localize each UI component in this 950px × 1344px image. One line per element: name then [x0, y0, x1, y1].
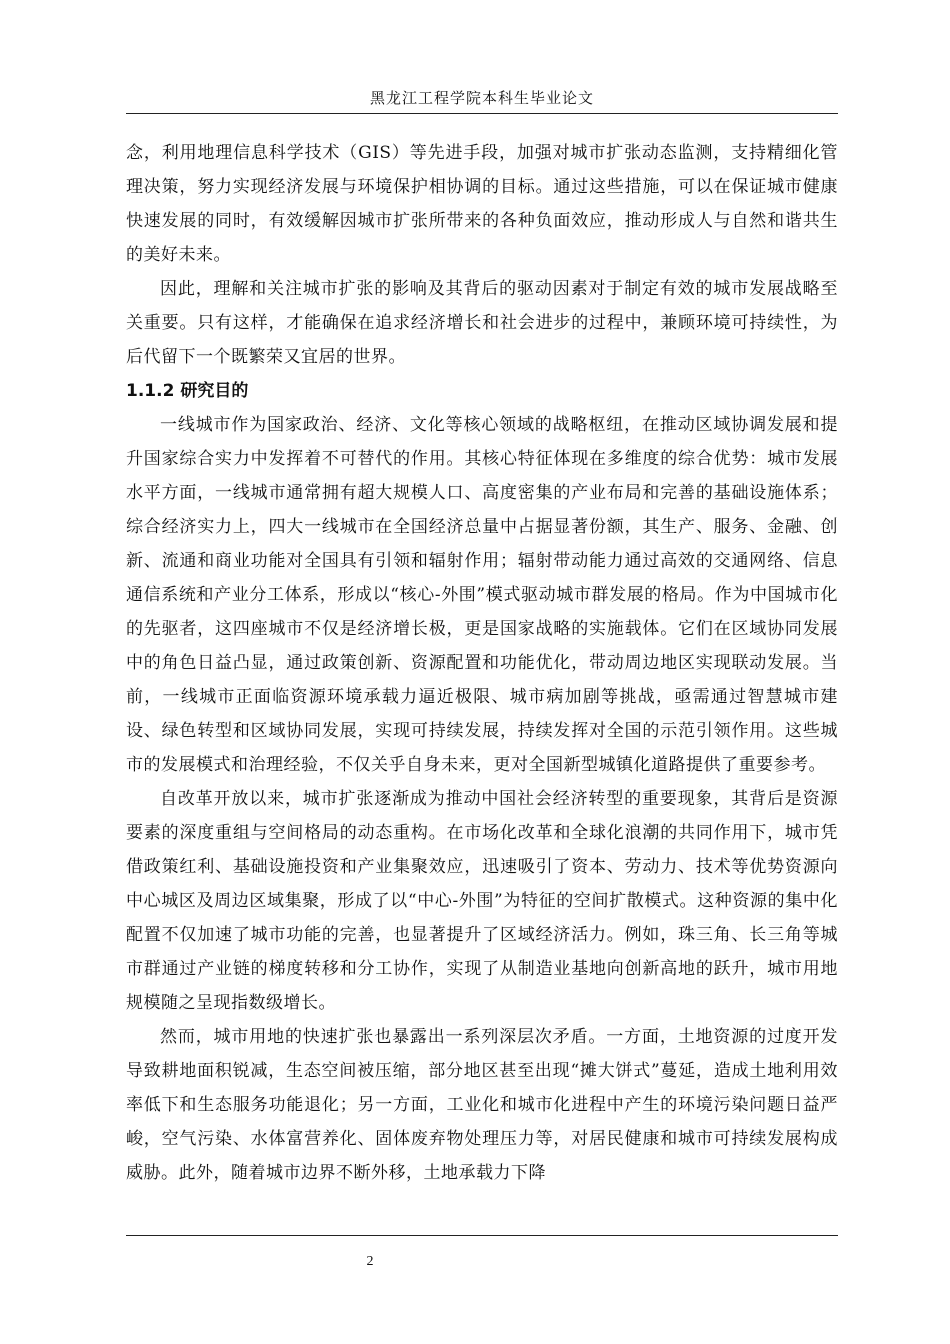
paragraph: 然而，城市用地的快速扩张也暴露出一系列深层次矛盾。一方面，土地资源的过度开发导致耕地面积锐减，生态空间被压缩，部分地区甚至出现“摊大饼式”蔓延，造成土地利用效率低下和生态服务功能退化；另一方面，工业化和城市化进程中产生的环境污染问题日益严峻，空气污染、水体富营养化、固体废弃物处理压力等，对居民健康和城市可持续发展构成威胁。此外，随着城市边界不断外移，土地承载力下降 [126, 1027, 838, 1183]
footer-divider [126, 1235, 838, 1236]
paragraph-continuation: 念，利用地理信息科学技术（GIS）等先进手段，加强对城市扩张动态监测，支持精细化管理决策，努力实现经济发展与环境保护相协调的目标。通过这些措施，可以在保证城市健康快速发展的同时，有效缓解因城市扩张所带来的各种负面效应，推动形成人与自然和谐共生的美好未来。 [126, 143, 838, 265]
header-divider [126, 113, 838, 114]
paragraph: 一线城市作为国家政治、经济、文化等核心领域的战略枢纽，在推动区域协调发展和提升国家综合实力中发挥着不可替代的作用。其核心特征体现在多维度的综合优势：城市发展水平方面，一线城市通常拥有超大规模人口、高度密集的产业布局和完善的基础设施体系；综合经济实力上，四大一线城市在全国经济总量中占据显著份额，其生产、服务、金融、创新、流通和商业功能对全国具有引领和辐射作用；辐射带动能力通过高效的交通网络、信息通信系统和产业分工体系，形成以“核心-外围”模式驱动城市群发展的格局。作为中国城市化的先驱者，这四座城市不仅是经济增长极，更是国家战略的实施载体。它们在区域协同发展中的角色日益凸显，通过政策创新、资源配置和功能优化，带动周边地区实现联动发展。当前，一线城市正面临资源环境承载力逼近极限、城市病加剧等挑战，亟需通过智慧城市建设、绿色转型和区域协同发展，实现可持续发展，持续发挥对全国的示范引领作用。这些城市的发展模式和治理经验，不仅关乎自身未来，更对全国新型城镇化道路提供了重要参考。 [126, 415, 838, 775]
document-body [126, 136, 838, 1190]
paragraph: 因此，理解和关注城市扩张的影响及其背后的驱动因素对于制定有效的城市发展战略至关重要。只有这样，才能确保在追求经济增长和社会进步的过程中，兼顾环境可持续性，为后代留下一个既繁荣又宜居的世界。 [126, 279, 838, 367]
paragraph: 自改革开放以来，城市扩张逐渐成为推动中国社会经济转型的重要现象，其背后是资源要素的深度重组与空间格局的动态重构。在市场化改革和全球化浪潮的共同作用下，城市凭借政策红利、基础设施投资和产业集聚效应，迅速吸引了资本、劳动力、技术等优势资源向中心城区及周边区域集聚，形成了以“中心-外围”为特征的空间扩散模式。这种资源的集中化配置不仅加速了城市功能的完善，也显著提升了区域经济活力。例如，珠三角、长三角等城市群通过产业链的梯度转移和分工协作，实现了从制造业基地向创新高地的跃升，城市用地规模随之呈现指数级增长。 [126, 789, 838, 1013]
page-header-title: 黑龙江工程学院本科生毕业论文 [369, 89, 594, 107]
page-number: 2 [366, 1254, 374, 1269]
section-heading: 1.1.2 研究目的 [126, 381, 249, 401]
